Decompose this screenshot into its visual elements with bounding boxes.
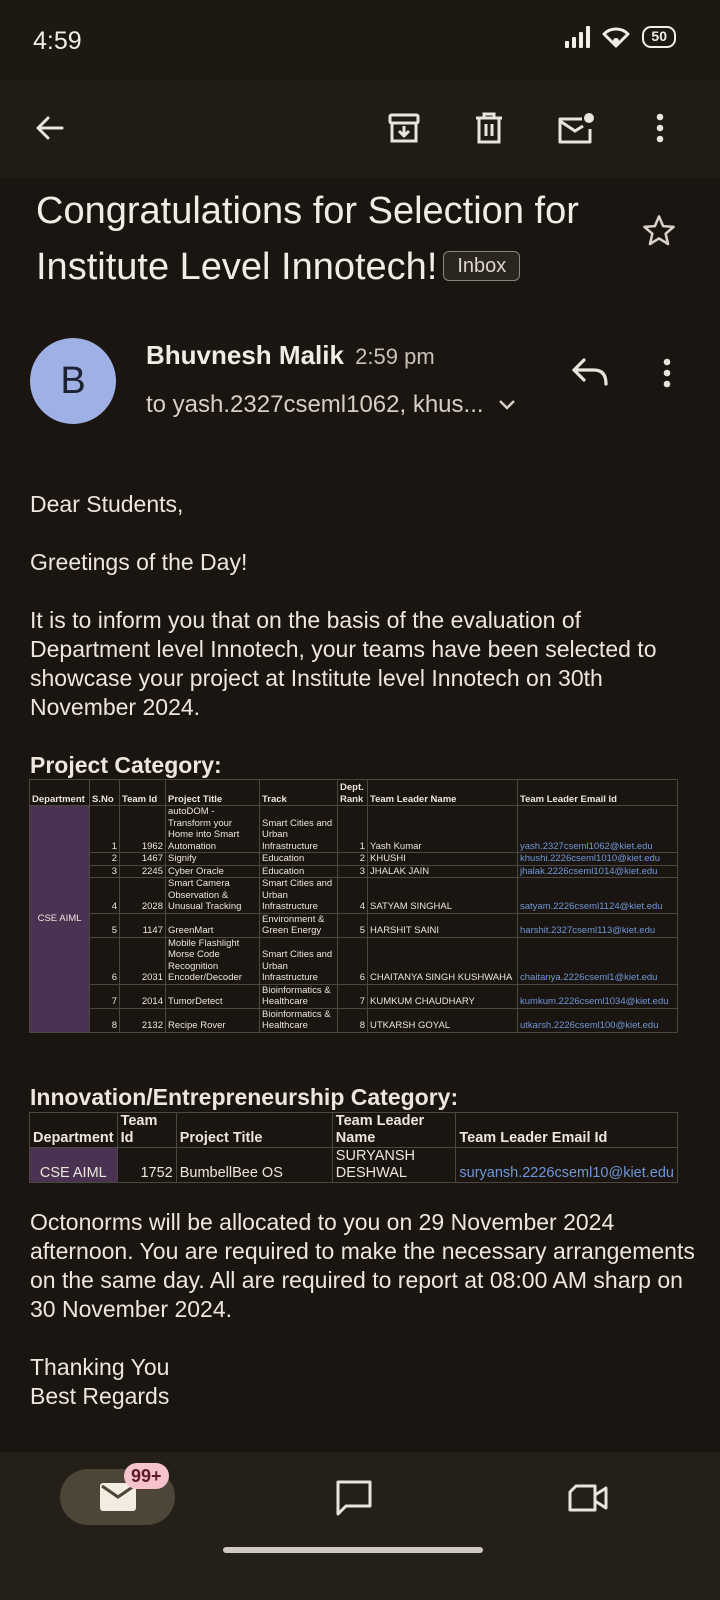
track-cell: Bioinformatics & Healthcare — [260, 984, 338, 1008]
project-title-cell: GreenMart — [166, 913, 260, 937]
header-leader-email: Team Leader Email Id — [456, 1113, 678, 1148]
team-id-cell: 1467 — [120, 853, 166, 866]
recipients-toggle[interactable] — [146, 391, 516, 419]
nav-chat[interactable] — [330, 1474, 378, 1522]
sent-time: 2:59 pm — [355, 344, 435, 369]
leader-name-cell: SATYAM SINGHAL — [368, 878, 518, 914]
rank-cell: 1 — [338, 806, 368, 853]
signal-icon — [565, 26, 590, 48]
table-row — [30, 913, 678, 937]
closing-section — [30, 1208, 700, 1411]
table-row — [30, 984, 678, 1008]
team-id-cell: 1752 — [117, 1148, 176, 1183]
recipients-text: to yash.2327cseml1062, khus... — [146, 391, 484, 418]
archive-icon — [387, 111, 421, 145]
team-id-cell: 2014 — [120, 984, 166, 1008]
greeting-2: Greetings of the Day! — [30, 549, 248, 575]
leader-email-link[interactable]: harshit.2327cseml113@kiet.edu — [518, 913, 678, 937]
project-title-cell: Smart Camera Observation & Unusual Tracking — [166, 878, 260, 914]
leader-email-link[interactable]: satyam.2226cseml1124@kiet.edu — [518, 878, 678, 914]
header-dept-rank: Dept. Rank — [338, 780, 368, 806]
sno-cell: 2 — [90, 853, 120, 866]
track-cell: Smart Cities and Urban Infrastructure — [260, 937, 338, 984]
email-body — [30, 490, 700, 783]
sender-name: Bhuvnesh Malik — [146, 340, 344, 370]
project-title-cell: Mobile Flashlight Morse Code Recognition Encoder/Decoder — [166, 937, 260, 984]
table-header-row — [30, 780, 678, 806]
message-more-button[interactable] — [650, 352, 684, 399]
team-id-cell: 1147 — [120, 913, 166, 937]
subject-text: Congratulations for Selection for Institute Level Innotech! — [36, 190, 579, 288]
header-leader-name: Team Leader Name — [368, 780, 518, 806]
email-toolbar — [0, 80, 720, 178]
department-cell: CSE AIML — [30, 1148, 118, 1183]
leader-name-cell: HARSHIT SAINI — [368, 913, 518, 937]
leader-email-link[interactable]: jhalak.2226cseml1014@kiet.edu — [518, 865, 678, 878]
bottom-navigation — [0, 1452, 720, 1600]
back-arrow-icon — [34, 112, 66, 144]
leader-email-link[interactable]: suryansh.2226cseml10@kiet.edu — [456, 1148, 678, 1183]
star-icon — [640, 212, 678, 250]
star-button[interactable] — [640, 212, 678, 255]
leader-email-link[interactable]: kumkum.2226cseml1034@kiet.edu — [518, 984, 678, 1008]
table-row — [30, 865, 678, 878]
mail-badge: 99+ — [124, 1463, 169, 1489]
leader-name-cell: KUMKUM CHAUDHARY — [368, 984, 518, 1008]
greeting: Dear Students, — [30, 491, 184, 517]
intro-paragraph: It is to inform you that on the basis of the evaluation of Department level Innotech, your teams have been selected to showcase your project at Institute level Innotech on 30th November 2024. — [30, 607, 657, 720]
chat-icon — [334, 1478, 374, 1518]
team-id-cell: 1962 — [120, 806, 166, 853]
track-cell: Bioinformatics & Healthcare — [260, 1008, 338, 1032]
archive-button[interactable] — [376, 100, 432, 156]
battery-icon: 50 — [642, 26, 676, 48]
table-row — [30, 806, 678, 853]
sno-cell: 7 — [90, 984, 120, 1008]
octonorms-paragraph: Octonorms will be allocated to you on 29 November 2024 afternoon. You are required to make the necessary arrangements on the same day. All are required to report at 08:00 AM sharp on 30 November 2024. — [30, 1209, 695, 1322]
project-table — [29, 779, 678, 1033]
sender-avatar[interactable]: B — [30, 338, 116, 424]
track-cell: Environment & Green Energy — [260, 913, 338, 937]
header-track: Track — [260, 780, 338, 806]
video-camera-icon — [567, 1482, 609, 1514]
header-department: Department — [30, 780, 90, 806]
track-cell: Smart Cities and Urban Infrastructure — [260, 878, 338, 914]
leader-name-cell: SURYANSH DESHWAL — [332, 1148, 456, 1183]
project-title-cell: Recipe Rover — [166, 1008, 260, 1032]
project-title-cell: Signify — [166, 853, 260, 866]
header-leader-email: Team Leader Email Id — [518, 780, 678, 806]
team-id-cell: 2031 — [120, 937, 166, 984]
sno-cell: 3 — [90, 865, 120, 878]
leader-email-link[interactable]: yash.2327cseml1062@kiet.edu — [518, 806, 678, 853]
header-project-title: Project Title — [176, 1113, 332, 1148]
sno-cell: 8 — [90, 1008, 120, 1032]
rank-cell: 4 — [338, 878, 368, 914]
table-row — [30, 937, 678, 984]
track-cell: Smart Cities and Urban Infrastructure — [260, 806, 338, 853]
rank-cell: 3 — [338, 865, 368, 878]
more-options-button[interactable] — [632, 100, 688, 156]
delete-button[interactable] — [461, 100, 517, 156]
reply-icon — [568, 354, 612, 392]
mark-unread-button[interactable] — [548, 100, 604, 156]
header-team-id: Team Id — [120, 780, 166, 806]
status-icons — [565, 26, 676, 48]
more-vert-icon — [655, 112, 665, 144]
header-project-title: Project Title — [166, 780, 260, 806]
leader-name-cell: Yash Kumar — [368, 806, 518, 853]
trash-icon — [473, 111, 505, 145]
header-team-id: Team Id — [117, 1113, 176, 1148]
leader-name-cell: CHAITANYA SINGH KUSHWAHA — [368, 937, 518, 984]
leader-name-cell: KHUSHI — [368, 853, 518, 866]
reply-button[interactable] — [568, 354, 612, 397]
email-subject — [36, 183, 646, 295]
table-row — [30, 878, 678, 914]
header-sno: S.No — [90, 780, 120, 806]
rank-cell: 7 — [338, 984, 368, 1008]
project-section-title: Project Category: — [30, 752, 222, 778]
project-title-cell: BumbellBee OS — [176, 1148, 332, 1183]
table-row — [30, 1008, 678, 1032]
header-department: Department — [30, 1113, 118, 1148]
innovation-section-title: Innovation/Entrepreneurship Category: — [30, 1084, 459, 1110]
team-id-cell: 2028 — [120, 878, 166, 914]
table-row — [30, 853, 678, 866]
sno-cell: 5 — [90, 913, 120, 937]
project-title-cell: Cyber Oracle — [166, 865, 260, 878]
rank-cell: 2 — [338, 853, 368, 866]
back-button[interactable] — [22, 100, 78, 156]
regards-line: Best Regards — [30, 1383, 170, 1409]
sno-cell: 1 — [90, 806, 120, 853]
mark-unread-icon — [556, 111, 596, 145]
nav-meet[interactable] — [564, 1474, 612, 1522]
rank-cell: 6 — [338, 937, 368, 984]
department-cell: CSE AIML — [30, 806, 90, 1033]
more-vert-icon — [650, 352, 684, 394]
leader-email-link[interactable]: khushi.2226cseml1010@kiet.edu — [518, 853, 678, 866]
inbox-label[interactable]: Inbox — [443, 251, 520, 281]
table-header-row — [30, 1113, 678, 1148]
leader-email-link[interactable]: chaitanya.2226cseml1@kiet.edu — [518, 937, 678, 984]
sno-cell: 6 — [90, 937, 120, 984]
project-title-cell: TumorDetect — [166, 984, 260, 1008]
innovation-table — [29, 1112, 678, 1183]
leader-email-link[interactable]: utkarsh.2226cseml100@kiet.edu — [518, 1008, 678, 1032]
leader-name-cell: UTKARSH GOYAL — [368, 1008, 518, 1032]
status-bar — [0, 0, 720, 80]
team-id-cell: 2245 — [120, 865, 166, 878]
track-cell: Education — [260, 865, 338, 878]
header-leader-name: Team Leader Name — [332, 1113, 456, 1148]
sno-cell: 4 — [90, 878, 120, 914]
table-row — [30, 1148, 678, 1183]
project-title-cell: autoDOM - Transform your Home into Smart Automation — [166, 806, 260, 853]
track-cell: Education — [260, 853, 338, 866]
home-indicator[interactable] — [223, 1547, 483, 1553]
chevron-down-icon — [498, 399, 516, 411]
sender-line — [146, 340, 435, 371]
team-id-cell: 2132 — [120, 1008, 166, 1032]
status-time: 4:59 — [33, 27, 82, 55]
rank-cell: 5 — [338, 913, 368, 937]
leader-name-cell: JHALAK JAIN — [368, 865, 518, 878]
wifi-icon — [602, 26, 630, 48]
thanking-line: Thanking You — [30, 1354, 170, 1380]
rank-cell: 8 — [338, 1008, 368, 1032]
